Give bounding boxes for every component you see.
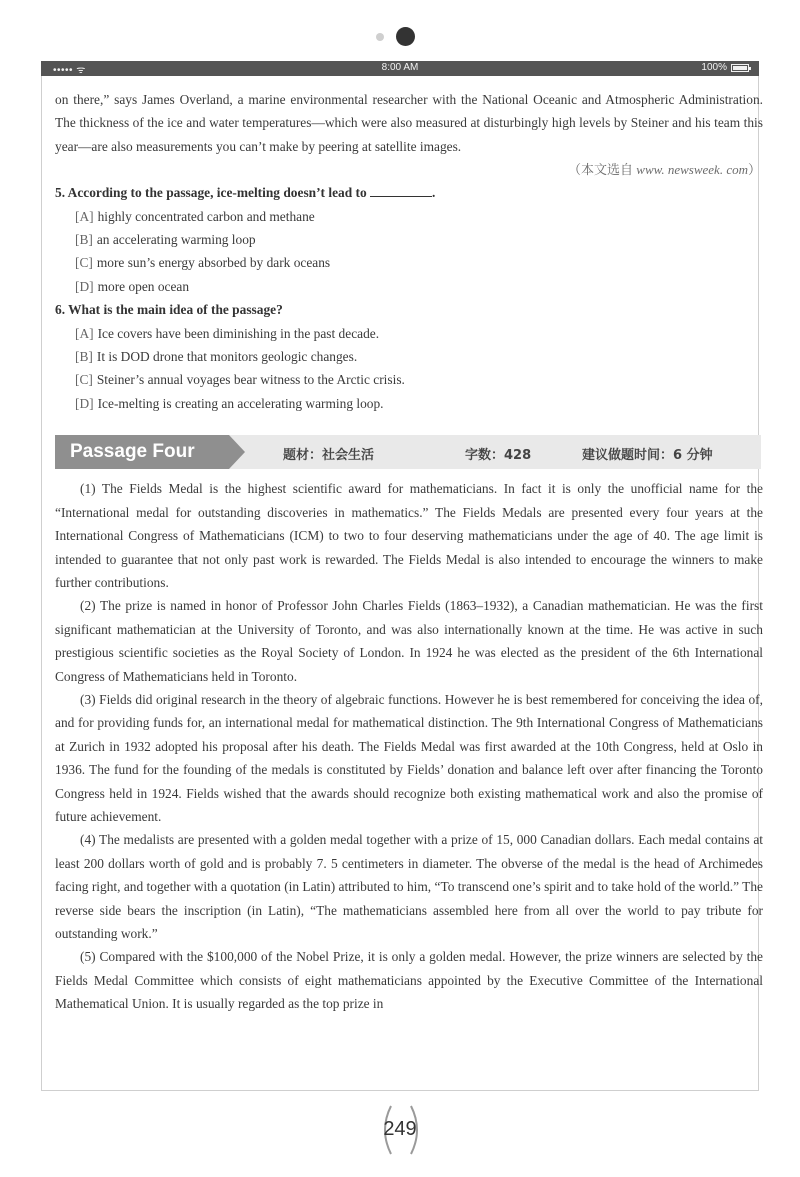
option-text: highly concentrated carbon and methane	[97, 208, 315, 224]
option-a[interactable]	[55, 322, 763, 345]
source-citation	[55, 158, 763, 181]
question-stem	[55, 181, 763, 204]
option-letter: [A]	[75, 325, 94, 341]
passage-paragraph-4: (4) The medalists are presented with a golden medal together with a prize of 15, 000 Canadian dollars. Each medal contains at least 200 dollars worth of gold and is probably 7. 5 centimeters in diameter. The obverse of the medal is the head of Archimedes facing right, and together with a quotation (in Latin) attributed to him, “To transcend one’s spirit and to take hold of the world.” The reverse side bears the inscription (in Latin), “The mathematicians assembled here from all over the world to pay tribute for outstanding work.”	[55, 832, 763, 941]
option-text: Steiner’s annual voyages bear witness to the Arctic crisis.	[96, 372, 405, 388]
option-letter: [C]	[75, 255, 93, 271]
option-d[interactable]	[55, 275, 763, 298]
page-number: 249	[383, 1118, 417, 1140]
page-dot-inactive[interactable]	[376, 33, 384, 41]
top-paragraph: on there,” says James Overland, a marine environmental researcher with the National Oceanic and Atmospheric Administration. The thickness of the ice and water temperatures—which were also measured at disturbingly high levels by Steiner and his team this year—are also measurements you can’t make by peering at satellite images.	[55, 92, 763, 154]
passage-word-count: 字数：428	[465, 448, 532, 464]
option-c[interactable]	[55, 251, 763, 274]
option-a[interactable]	[55, 205, 763, 228]
passage-suggested-time: 建议做题时间：6 分钟	[582, 448, 713, 464]
option-letter: [B]	[75, 349, 93, 365]
option-d[interactable]	[55, 392, 763, 415]
option-text: more open ocean	[97, 278, 190, 294]
option-b[interactable]	[55, 228, 763, 251]
passage-banner	[55, 435, 761, 469]
option-letter: [D]	[75, 395, 94, 411]
battery-icon	[731, 64, 749, 72]
source-suffix: ）	[747, 162, 761, 178]
option-text: more sun’s energy absorbed by dark oceans	[96, 255, 331, 271]
option-letter: [D]	[75, 278, 94, 294]
passage-paragraph-3: (3) Fields did original research in the theory of algebraic functions. However he is best remembered for conceiving the idea of, and for providing funds for, an international medal for mathematical distinction. The 9th International Congress of Mathematicians at Zurich in 1932 adopted his proposal after his death. The Fields Medal was first awarded at the 10th Congress, held at Oslo in 1936. The fund for the founding of the medals is constituted by Fields’ donation and balance left over after financing the Toronto Congress held in 1924. Fields wished that the awards should recognize both existing mathematical work and also the promise of future achievement.	[55, 691, 763, 824]
page-number-badge	[0, 1100, 800, 1160]
option-b[interactable]	[55, 345, 763, 368]
source-site: www. newsweek. com	[636, 162, 748, 178]
signal-icon: ••••• ᯤ	[53, 65, 86, 76]
option-letter: [B]	[75, 232, 93, 248]
page-dot-active[interactable]	[396, 27, 415, 46]
question-6	[55, 298, 763, 415]
passage-paragraph-5: (5) Compared with the $100,000 of the Nobel Prize, it is only a golden medal. However, the prize winners are selected by the Fields Medal Committee which consists of eight mathematicians appointed by the Executive Committee of the International Mathematical Union. It is usually regarded as the top prize in	[55, 949, 763, 1012]
page-frame-left	[41, 76, 42, 1090]
question-stem-text: 5. According to the passage, ice-melting doesn’t lead to	[55, 185, 371, 201]
option-text: an accelerating warming loop	[96, 232, 256, 248]
page-content	[55, 88, 763, 1016]
page-indicator	[0, 26, 800, 48]
option-text: Ice-melting is creating an accelerating warming loop.	[97, 395, 384, 411]
page-frame-bottom	[41, 1090, 759, 1091]
question-5	[55, 181, 763, 298]
passage-paragraph-1: (1) The Fields Medal is the highest scientific award for mathematicians. In fact it is only the unofficial name for the “International medal for outstanding discoveries in mathematics.” The Fields Medals are presented every four years at the International Congress of Mathematicians (ICM) to two to four deserving mathematicians under the age of 40. The age limit is intended to guarantee that not only past work is rewarded. The Fields Medal is also intended to encourage the winners to make further contributions.	[55, 481, 763, 590]
option-text: It is DOD drone that monitors geologic changes.	[96, 349, 358, 365]
question-stem-end: .	[432, 185, 436, 201]
passage-topic: 题材：社会生活	[283, 448, 375, 464]
status-time: 8:00 AM	[381, 62, 419, 73]
question-stem: 6. What is the main idea of the passage?	[55, 302, 283, 318]
passage-title: Passage Four	[70, 441, 195, 463]
option-letter: [A]	[75, 208, 94, 224]
option-letter: [C]	[75, 372, 93, 388]
option-text: Ice covers have been diminishing in the past decade.	[97, 325, 380, 341]
battery-status	[701, 62, 749, 73]
option-c[interactable]	[55, 368, 763, 391]
passage-paragraph-2: (2) The prize is named in honor of Professor John Charles Fields (1863–1932), a Canadian mathematician. He was the first significant mathematician at the University of Toronto, and was also internationally known at the time. He was active in such prestigious scientific societies as the Royal Society of London. In 1924 he was elected as the president of the 6th International Congress of Mathematicians held in Toronto.	[55, 598, 763, 684]
source-prefix: （本文选自	[568, 162, 637, 178]
passage-body	[55, 477, 763, 1015]
battery-percent: 100%	[701, 62, 727, 73]
status-bar	[41, 61, 759, 76]
answer-blank	[370, 183, 432, 197]
